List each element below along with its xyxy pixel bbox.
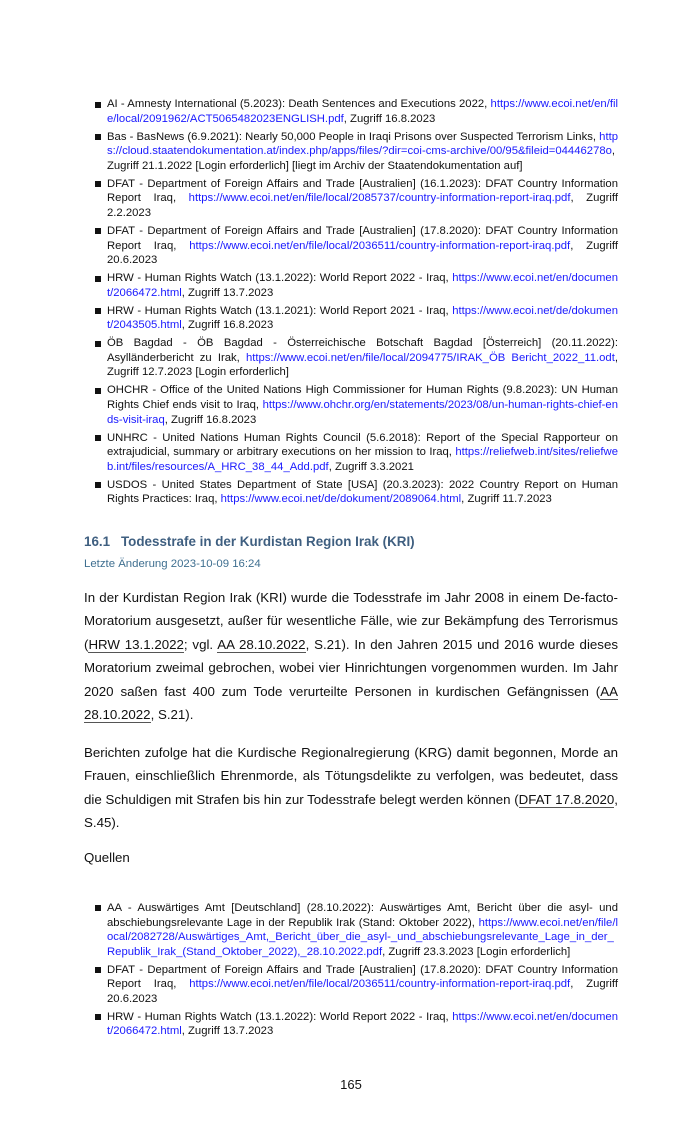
access-date: , Zugriff 16.8.2023 [181, 319, 274, 332]
reference-link[interactable]: https://www.ecoi.net/en/document/2066472.html [107, 272, 618, 299]
reference-link[interactable]: https://www.ecoi.net/de/dokument/2043505.html [107, 304, 618, 332]
paragraph-text: , S.21). [150, 707, 194, 723]
list-item [107, 431, 618, 475]
reference-text: ÖB Bagdad - ÖB Bagdad - Österreichische Botschaft Bagdad [Österreich] (20.11.2022): Asylländerbericht zu Irak, [107, 337, 618, 364]
citation-link[interactable]: AA 28.10.2022 [217, 636, 306, 652]
access-date: , Zugriff 23.3.2023 [Login erforderlich] [382, 945, 571, 958]
list-item [107, 901, 618, 959]
paragraph-text: In der Kurdistan Region Irak (KRI) wurde die Todesstrafe im Jahr 2008 in einem De-facto-Moratorium ausgesetzt, außer für wesentliche Fälle, wie zur Bekämpfung des Terrorismus ( [84, 589, 618, 652]
access-date: , Zugriff 16.8.2023 [164, 413, 257, 426]
access-date: , Zugriff 11.7.2023 [461, 493, 552, 506]
list-item [107, 130, 618, 174]
access-date: , Zugriff 13.7.2023 [181, 1025, 274, 1038]
list-item [107, 336, 618, 380]
reference-link[interactable]: https://www.ohchr.org/en/statements/2023/08/un-human-rights-chief-ends-visit-iraq [107, 399, 618, 426]
reference-link[interactable]: https://www.ecoi.net/en/file/local/2085737/country-information-report-iraq.pdf [188, 192, 571, 205]
access-date: , Zugriff 3.3.2021 [328, 460, 414, 473]
reference-text: OHCHR - Office of the United Nations High Commissioner for Human Rights (9.8.2023): UN Human Rights Chief ends visit to Iraq, [107, 384, 618, 412]
body-paragraph [84, 586, 618, 727]
reference-text: DFAT - Department of Foreign Affairs and Trade [Australien] (17.8.2020): DFAT Country Information Report Iraq, [107, 963, 618, 991]
list-item [107, 304, 618, 333]
reference-text: DFAT - Department of Foreign Affairs and Trade [Australien] (16.1.2023): DFAT Country Information Report Iraq, [107, 177, 618, 205]
reference-link[interactable]: https://cloud.staatendokumentation.at/index.php/apps/files/?dir=coi-cms-archive/00/95&fileid=04446278o [107, 130, 618, 158]
access-date: , Zugriff 16.8.2023 [343, 112, 436, 125]
citation-link[interactable]: DFAT 17.8.2020 [518, 791, 615, 807]
reference-text: USDOS - United States Department of State [USA] (20.3.2023): 2022 Country Report on Human Rights Practices: Iraq, [107, 478, 618, 506]
sources-label: Quellen [84, 849, 130, 865]
access-date: , Zugriff 20.6.2023 [107, 239, 618, 267]
access-date: , Zugriff 13.7.2023 [181, 286, 274, 299]
last-changed: Letzte Änderung 2023-10-09 16:24 [84, 557, 261, 570]
list-item [107, 177, 618, 221]
reference-link[interactable]: https://www.ecoi.net/en/file/local/2091962/ACT5065482023ENGLISH.pdf [107, 98, 618, 125]
list-item [107, 963, 618, 1007]
reference-text: AI - Amnesty International (5.2023): Death Sentences and Executions 2022, [107, 98, 491, 110]
citation-link[interactable]: AA 28.10.2022 [84, 683, 618, 723]
sources-list [84, 901, 618, 1039]
access-date: , Zugriff 12.7.2023 [Login erforderlich] [107, 351, 618, 379]
access-date: , Zugriff 2.2.2023 [107, 192, 618, 219]
paragraph-text: , S.45). [84, 791, 618, 831]
body-paragraph [84, 741, 618, 835]
list-item [107, 224, 618, 268]
reference-text: HRW - Human Rights Watch (13.1.2022): World Report 2022 - Iraq, [107, 272, 453, 285]
reference-text: Bas - BasNews (6.9.2021): Nearly 50,000 People in Iraqi Prisons over Suspected Terrorism Links, [107, 130, 600, 143]
list-item [107, 271, 618, 300]
reference-text: HRW - Human Rights Watch (13.1.2022): World Report 2022 - Iraq, [107, 1010, 453, 1023]
list-item [107, 97, 618, 126]
section-title: Todesstrafe in der Kurdistan Region Irak (KRI) [121, 533, 415, 549]
paragraph-text: Berichten zufolge hat die Kurdische Regionalregierung (KRG) damit begonnen, Morde an Frauen, einschließlich Ehrenmorde, als Tötungsdelikte zu verfolgen, was bedeutet, dass die Schuldigen mit Strafen bis hin zur Todesstrafe belegt werden können ( [84, 744, 618, 807]
reference-link[interactable]: https://www.ecoi.net/en/document/2066472.html [107, 1010, 618, 1038]
reference-text: AA - Auswärtiges Amt [Deutschland] (28.10.2022): Auswärtiges Amt, Bericht über die asyl- und abschiebungsrelevante Lage in der Republik Irak (Stand: Oktober 2022), [107, 901, 618, 929]
access-date: , Zugriff 20.6.2023 [107, 978, 618, 1005]
reference-list [84, 97, 618, 507]
section-heading [84, 533, 618, 551]
paragraph-text: ; vgl. [183, 636, 218, 652]
paragraph-text: , S.21). In den Jahren 2015 und 2016 wurde dieses Moratorium zweimal gebrochen, wobei vier Hinrichtungen vorgenommen wurden. Im Jahr 2020 saßen fast 400 zum Tode verurteilte Personen in kurdischen Gefängnissen ( [84, 636, 618, 699]
reference-link[interactable]: https://www.ecoi.net/de/dokument/2089064.html [220, 493, 462, 506]
list-item [107, 478, 618, 507]
section-number: 16.1 [84, 533, 111, 549]
access-date: , Zugriff 21.1.2022 [Login erforderlich] [liegt im Archiv der Staatendokumentation auf] [107, 145, 616, 172]
list-item [107, 1010, 618, 1039]
reference-link[interactable]: https://www.ecoi.net/en/file/local/2036511/country-information-report-iraq.pdf [189, 978, 571, 991]
reference-text: UNHRC - United Nations Human Rights Council (5.6.2018): Report of the Special Rapporteur on extrajudicial, summary or arbitrary executions on her mission to Iraq, [107, 431, 618, 459]
reference-link[interactable]: https://www.ecoi.net/en/file/local/2094775/IRAK_ÖB Bericht_2022_11.odt [245, 351, 615, 364]
list-item [107, 383, 618, 427]
citation-link[interactable]: HRW 13.1.2022 [88, 636, 184, 652]
page-number: 165 [340, 1077, 362, 1093]
reference-link[interactable]: https://reliefweb.int/sites/reliefweb.int/files/resources/A_HRC_38_44_Add.pdf [107, 446, 618, 473]
reference-text: HRW - Human Rights Watch (13.1.2021): World Report 2021 - Iraq, [107, 304, 453, 317]
reference-link[interactable]: https://www.ecoi.net/en/file/local/2082728/Auswärtiges_Amt,_Bericht_über_die_asyl-_und_abschiebungsrelevante_Lage_in_der_Republik_Irak_(Stand_Oktober_2022),_28.10.2022.pdf [107, 916, 618, 958]
reference-link[interactable]: https://www.ecoi.net/en/file/local/2036511/country-information-report-iraq.pdf [189, 239, 571, 252]
reference-text: DFAT - Department of Foreign Affairs and Trade [Australien] (17.8.2020): DFAT Country Information Report Iraq, [107, 224, 618, 252]
